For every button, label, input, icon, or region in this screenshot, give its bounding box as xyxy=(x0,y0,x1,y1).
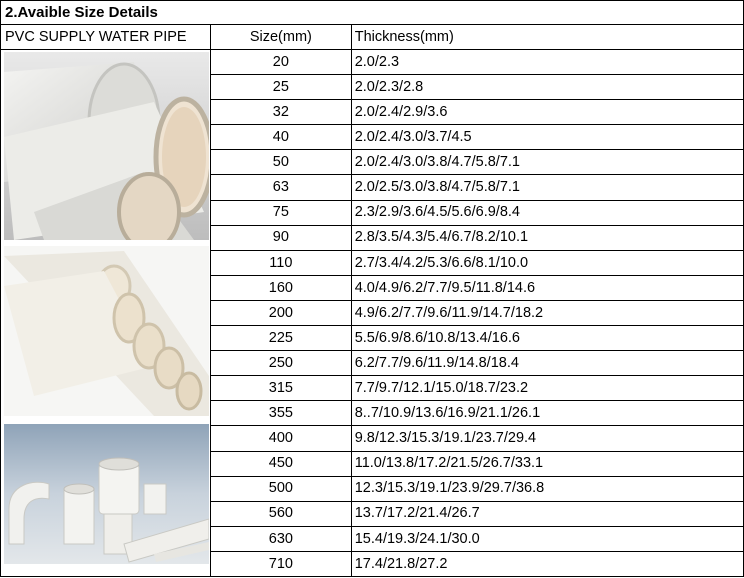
thickness-header: Thickness(mm) xyxy=(351,25,743,50)
size-cell: 63 xyxy=(211,175,352,200)
thickness-cell: 17.4/21.8/27.2 xyxy=(351,551,743,576)
thickness-cell: 2.7/3.4/4.2/5.3/6.6/8.1/10.0 xyxy=(351,250,743,275)
table-row xyxy=(1,50,744,75)
size-cell: 630 xyxy=(211,526,352,551)
thickness-cell: 11.0/13.8/17.2/21.5/26.7/33.1 xyxy=(351,451,743,476)
size-cell: 32 xyxy=(211,100,352,125)
size-cell: 355 xyxy=(211,401,352,426)
size-cell: 710 xyxy=(211,551,352,576)
photo-pipe-fittings xyxy=(4,424,209,564)
size-cell: 160 xyxy=(211,275,352,300)
size-cell: 450 xyxy=(211,451,352,476)
section-title-row xyxy=(1,1,744,25)
thickness-cell: 13.7/17.2/21.4/26.7 xyxy=(351,501,743,526)
size-cell: 75 xyxy=(211,200,352,225)
size-cell: 200 xyxy=(211,300,352,325)
thickness-cell: 8..7/10.9/13.6/16.9/21.1/26.1 xyxy=(351,401,743,426)
thickness-cell: 15.4/19.3/24.1/30.0 xyxy=(351,526,743,551)
size-cell: 20 xyxy=(211,50,352,75)
photo-cell xyxy=(1,50,211,577)
size-cell: 90 xyxy=(211,225,352,250)
size-cell: 50 xyxy=(211,150,352,175)
thickness-cell: 12.3/15.3/19.1/23.9/29.7/36.8 xyxy=(351,476,743,501)
size-cell: 110 xyxy=(211,250,352,275)
product-header: PVC SUPPLY WATER PIPE xyxy=(1,25,211,50)
thickness-cell: 2.0/2.5/3.0/3.8/4.7/5.8/7.1 xyxy=(351,175,743,200)
size-header: Size(mm) xyxy=(211,25,352,50)
thickness-cell: 2.0/2.3/2.8 xyxy=(351,75,743,100)
product-photos xyxy=(1,50,210,576)
size-cell: 560 xyxy=(211,501,352,526)
thickness-cell: 2.0/2.3 xyxy=(351,50,743,75)
thickness-cell: 5.5/6.9/8.6/10.8/13.4/16.6 xyxy=(351,326,743,351)
size-cell: 225 xyxy=(211,326,352,351)
thickness-cell: 2.0/2.4/3.0/3.8/4.7/5.8/7.1 xyxy=(351,150,743,175)
size-cell: 40 xyxy=(211,125,352,150)
thickness-cell: 2.8/3.5/4.3/5.4/6.7/8.2/10.1 xyxy=(351,225,743,250)
thickness-cell: 4.9/6.2/7.7/9.6/11.9/14.7/18.2 xyxy=(351,300,743,325)
thickness-cell: 7.7/9.7/12.1/15.0/18.7/23.2 xyxy=(351,376,743,401)
size-cell: 250 xyxy=(211,351,352,376)
size-cell: 25 xyxy=(211,75,352,100)
thickness-cell: 9.8/12.3/15.3/19.1/23.7/29.4 xyxy=(351,426,743,451)
size-cell: 500 xyxy=(211,476,352,501)
photo-large-pipes xyxy=(4,52,209,240)
thickness-cell: 6.2/7.7/9.6/11.9/14.8/18.4 xyxy=(351,351,743,376)
size-cell: 315 xyxy=(211,376,352,401)
header-row xyxy=(1,25,744,50)
size-cell: 400 xyxy=(211,426,352,451)
thickness-cell: 2.3/2.9/3.6/4.5/5.6/6.9/8.4 xyxy=(351,200,743,225)
photo-nested-pipes xyxy=(4,246,209,416)
thickness-cell: 2.0/2.4/3.0/3.7/4.5 xyxy=(351,125,743,150)
section-title: 2.Avaible Size Details xyxy=(1,1,744,25)
thickness-cell: 2.0/2.4/2.9/3.6 xyxy=(351,100,743,125)
thickness-cell: 4.0/4.9/6.2/7.7/9.5/11.8/14.6 xyxy=(351,275,743,300)
